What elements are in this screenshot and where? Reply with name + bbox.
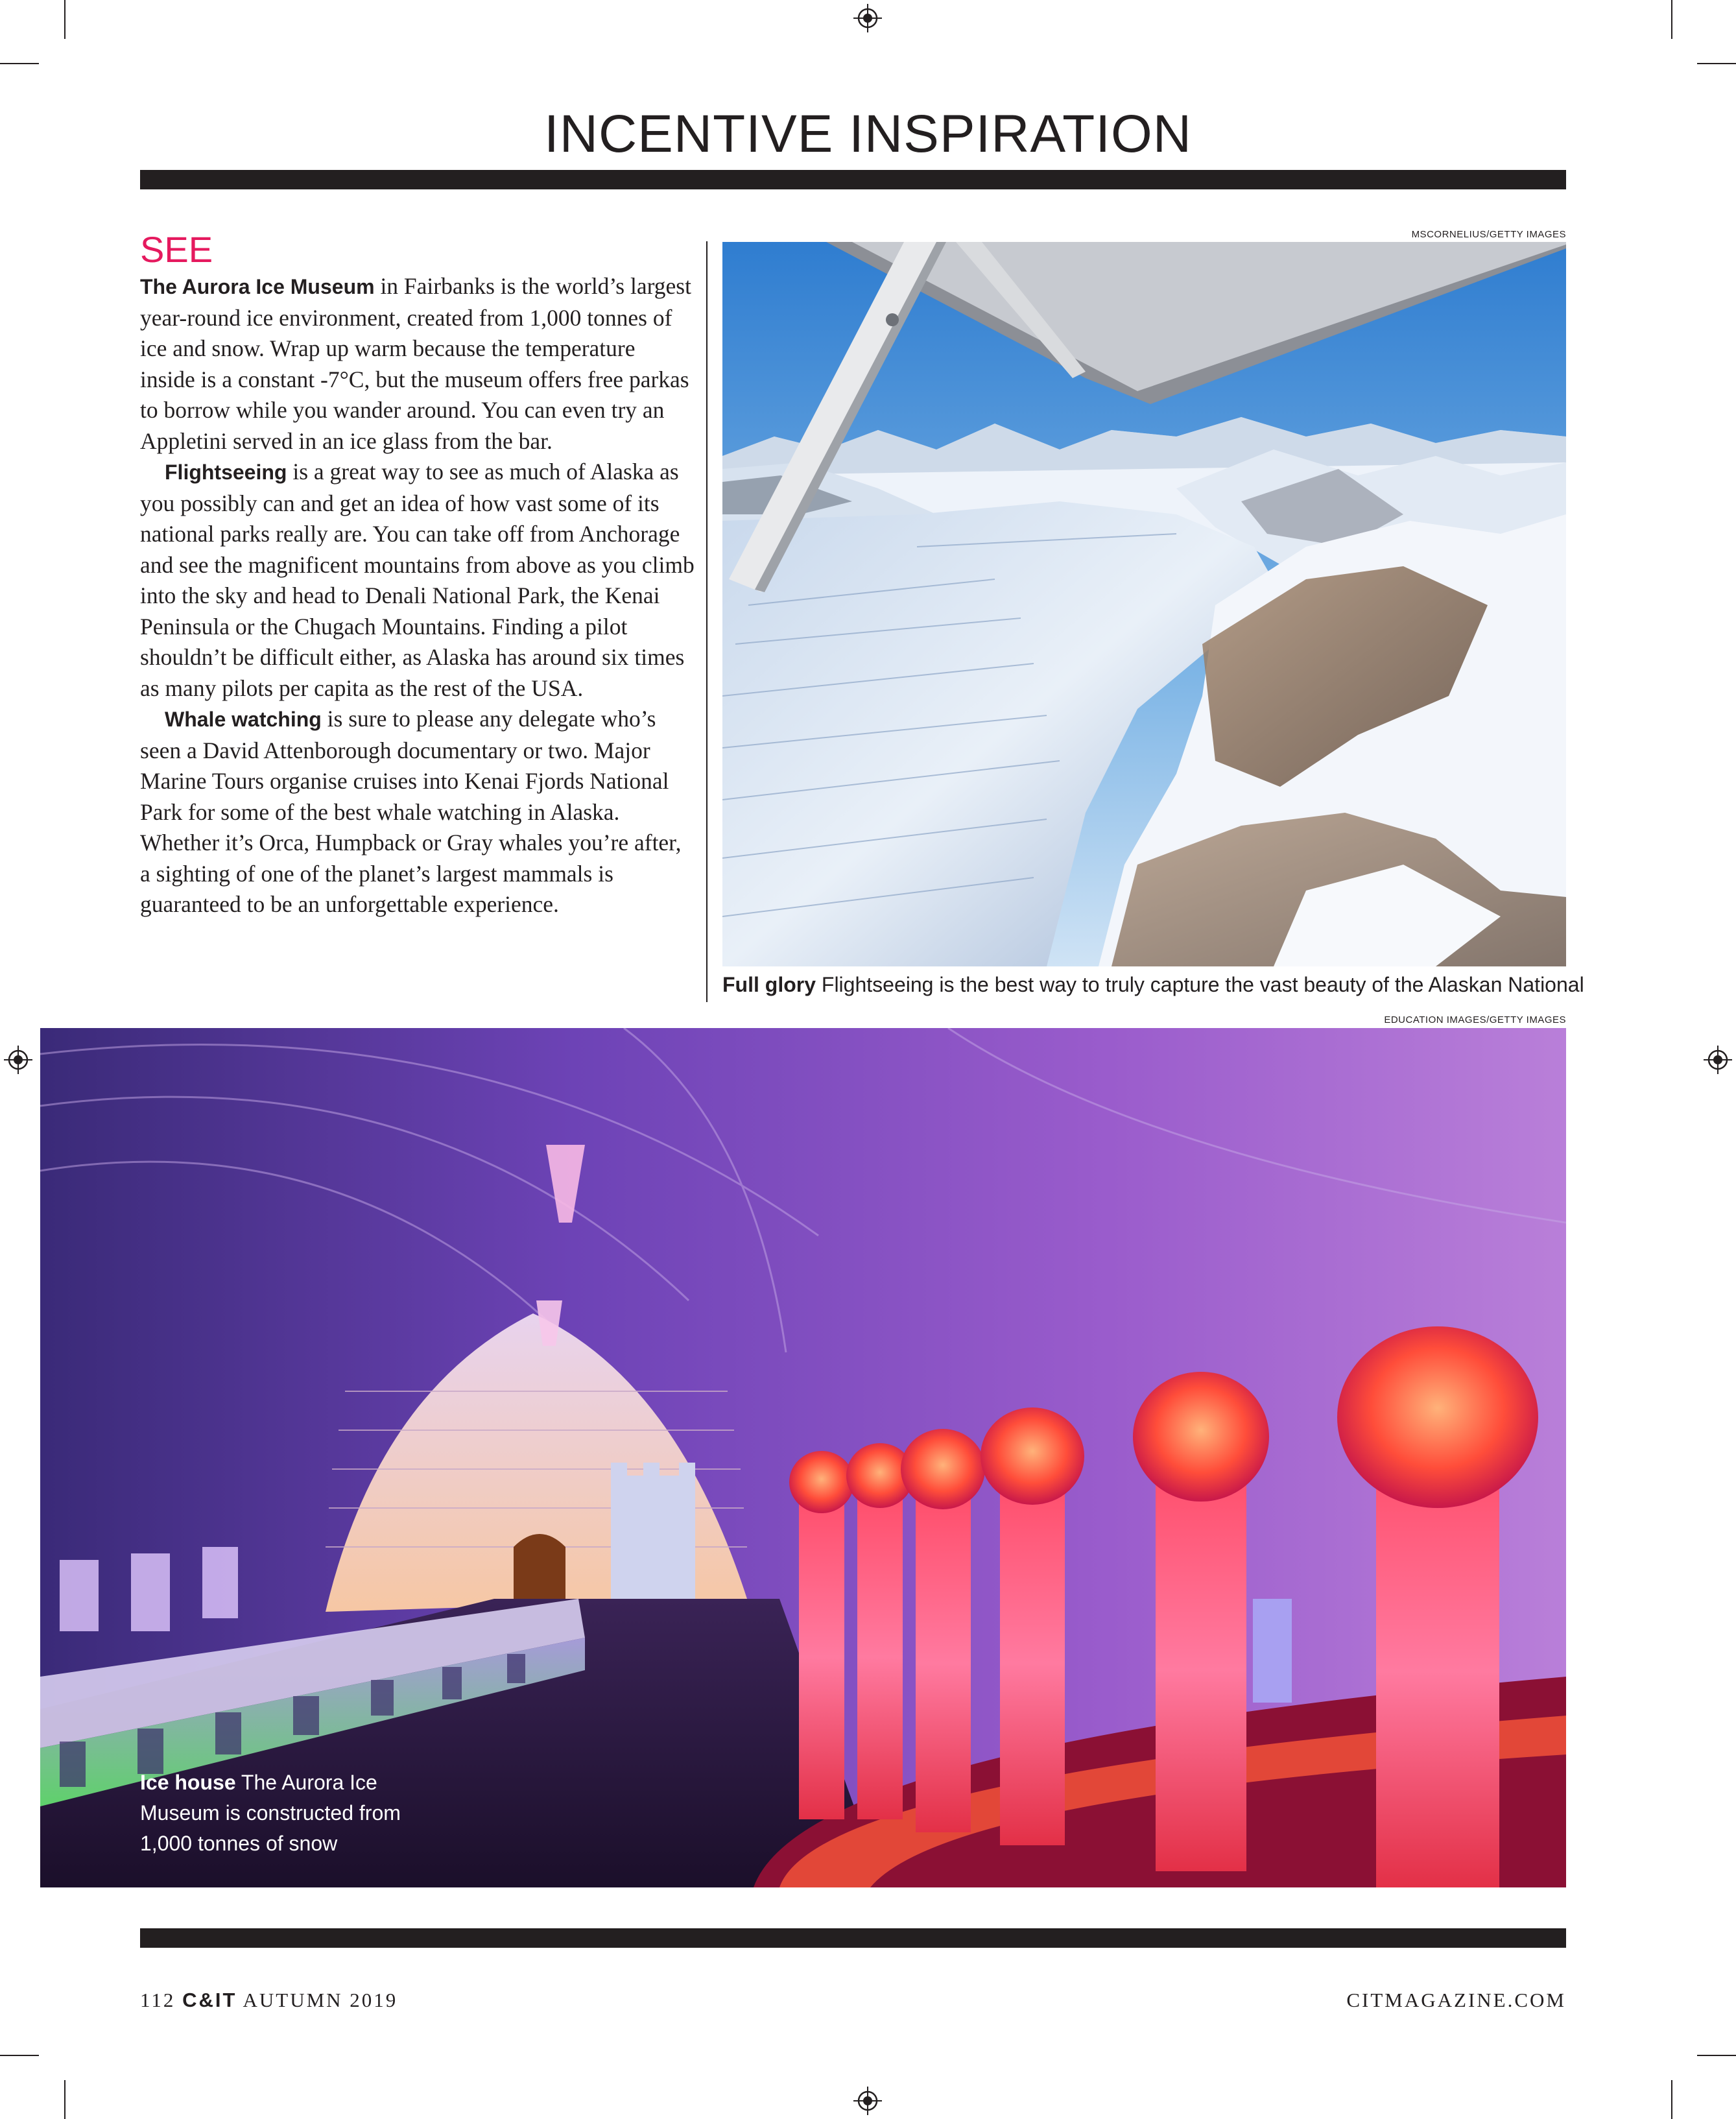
paragraph-flightseeing [140, 457, 695, 704]
crop-mark-right-top [1697, 63, 1736, 64]
registration-mark-icon [853, 4, 882, 32]
footer-rule [140, 1928, 1566, 1948]
caption-lead: Ice house [140, 1771, 236, 1794]
page-number: 112 [140, 1989, 176, 2011]
photo-credit: MSCORNELIUS/GETTY IMAGES [1411, 229, 1566, 240]
header-rule [140, 170, 1566, 189]
keyword: The Aurora Ice Museum [140, 275, 375, 298]
crop-mark-top-left [64, 0, 65, 39]
registration-mark-icon [4, 1046, 32, 1074]
registration-mark-icon [1704, 1046, 1732, 1074]
paragraph-ice-museum [140, 271, 695, 457]
keyword: Flightseeing [165, 461, 287, 484]
registration-mark-icon [853, 2087, 882, 2115]
photo-caption-overlay [140, 1767, 412, 1859]
caption-line: Museum is constructed from [140, 1801, 401, 1825]
crop-mark-right-bottom [1697, 2055, 1736, 2056]
paragraph-text: in Fairbanks is the world’s largest year-round ice environment, created from 1,000 tonnes of ice and snow. Wrap up warm because the temperature inside is a constant -7°C, but the museum offers free parkas to borrow while you wander around. You can even try an Appletini served in an ice glass from the bar. [140, 273, 691, 454]
glacier-aerial-photo [722, 242, 1566, 966]
crop-mark-left-bottom [0, 2055, 39, 2056]
paragraph-text: is a great way to see as much of Alaska as you possibly can and get an idea of how vast some of its national parks really are. You can take off from Anchorage and see the magnificent mountains from above as you climb into the sky and head to Denali National Park, the Kenai Peninsula or the Chugach Mountains. Finding a pilot shouldn’t be difficult either, as Alaska has around six times as many pilots per capita as the rest of the USA. [140, 459, 695, 701]
website-link[interactable]: CITMAGAZINE.COM [1346, 1989, 1566, 2011]
photo-credit: EDUCATION IMAGES/GETTY IMAGES [1384, 1014, 1566, 1025]
paragraph-whale-watching [140, 704, 695, 920]
crop-mark-bottom-left [64, 2080, 65, 2119]
article-body [140, 271, 695, 920]
caption-line: 1,000 tonnes of snow [140, 1832, 338, 1855]
photo-caption [722, 973, 1584, 997]
crop-mark-bottom-right [1671, 2080, 1672, 2119]
keyword: Whale watching [165, 708, 322, 731]
crop-mark-top-right [1671, 0, 1672, 39]
caption-text: The Aurora Ice [235, 1771, 377, 1794]
crop-mark-left-top [0, 63, 39, 64]
paragraph-text: is sure to please any delegate who’s seen a David Attenborough documentary or two. Major Marine Tours organise cruises into Kenai Fjords National Park for some of the best whale watching in Alaska. Whether it’s Orca, Humpback or Gray whales you’re after, a sighting of one of the planet’s largest mammals is guaranteed to be an unforgettable experience. [140, 706, 682, 917]
ice-museum-photo [40, 1028, 1566, 1887]
caption-line [140, 1767, 412, 1798]
section-title: INCENTIVE INSPIRATION [543, 104, 1193, 163]
magazine-brand: C&IT [182, 1989, 237, 2011]
caption-text: Flightseeing is the best way to truly capture the vast beauty of the Alaskan National [816, 973, 1584, 996]
article-heading: SEE [140, 229, 213, 270]
issue-label: AUTUMN 2019 [243, 1989, 398, 2011]
caption-lead: Full glory [722, 973, 816, 996]
column-divider [706, 241, 707, 1002]
page-footer-left [140, 1989, 398, 2012]
